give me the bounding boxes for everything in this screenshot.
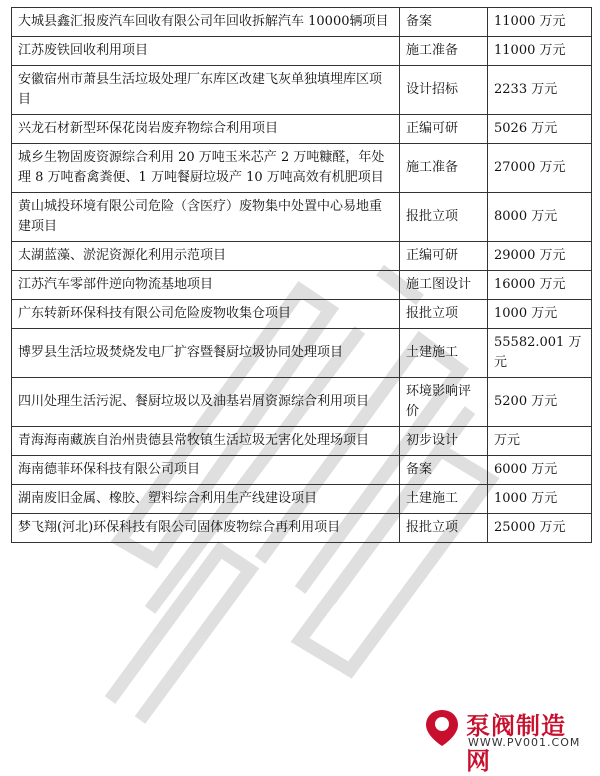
project-name-cell: 江苏汽车零部件逆向物流基地项目	[12, 271, 400, 300]
investment-amount-cell: 5026 万元	[488, 115, 592, 144]
project-stage-cell: 土建施工	[400, 329, 488, 378]
project-stage-cell: 正编可研	[400, 115, 488, 144]
investment-amount-cell: 29000 万元	[488, 242, 592, 271]
investment-amount-cell: 万元	[488, 427, 592, 456]
projects-table	[11, 7, 592, 543]
investment-amount-cell: 1000 万元	[488, 300, 592, 329]
project-stage-cell: 初步设计	[400, 427, 488, 456]
project-stage-cell: 土建施工	[400, 485, 488, 514]
project-name-cell: 安徽宿州市萧县生活垃圾处理厂东库区改建飞灰单独填埋库区项目	[12, 66, 400, 115]
investment-amount-cell: 2233 万元	[488, 66, 592, 115]
project-name-cell: 博罗县生活垃圾焚烧发电厂扩容暨餐厨垃圾协同处理项目	[12, 329, 400, 378]
project-stage-cell: 施工准备	[400, 37, 488, 66]
investment-amount-cell: 16000 万元	[488, 271, 592, 300]
project-stage-cell: 报批立项	[400, 300, 488, 329]
investment-amount-cell: 27000 万元	[488, 144, 592, 193]
project-name-cell: 江苏废铁回收利用项目	[12, 37, 400, 66]
project-name-cell: 兴龙石材新型环保花岗岩废弃物综合利用项目	[12, 115, 400, 144]
table-row	[12, 37, 592, 66]
project-name-cell: 湖南废旧金属、橡胶、塑料综合利用生产线建设项目	[12, 485, 400, 514]
project-stage-cell: 施工准备	[400, 144, 488, 193]
project-stage-cell: 报批立项	[400, 193, 488, 242]
table-row	[12, 427, 592, 456]
investment-amount-cell: 25000 万元	[488, 514, 592, 543]
table-row	[12, 300, 592, 329]
table-row	[12, 242, 592, 271]
investment-amount-cell: 11000 万元	[488, 37, 592, 66]
project-stage-cell: 设计招标	[400, 66, 488, 115]
investment-amount-cell: 5200 万元	[488, 378, 592, 427]
project-name-cell: 青海海南藏族自治州贵德县常牧镇生活垃圾无害化处理场项目	[12, 427, 400, 456]
table-row	[12, 193, 592, 242]
project-name-cell: 广东转新环保科技有限公司危险废物收集仓项目	[12, 300, 400, 329]
investment-amount-cell: 6000 万元	[488, 456, 592, 485]
project-name-cell: 黄山城投环境有限公司危险（含医疗）废物集中处置中心易地重建项目	[12, 193, 400, 242]
table-row	[12, 66, 592, 115]
location-pin-icon	[422, 708, 462, 748]
table-row	[12, 456, 592, 485]
project-stage-cell: 施工图设计	[400, 271, 488, 300]
investment-amount-cell: 1000 万元	[488, 485, 592, 514]
project-stage-cell: 备案	[400, 456, 488, 485]
logo-name: 泵阀制造网	[466, 712, 566, 775]
project-name-cell: 城乡生物固废资源综合利用 20 万吨玉米芯产 2 万吨糠醛，年处理 8 万吨畜禽粪便、1 万吨餐厨垃圾产 10 万吨高效有机肥项目	[12, 144, 400, 193]
investment-amount-cell: 11000 万元	[488, 8, 592, 37]
table-row	[12, 485, 592, 514]
project-name-cell: 太湖蓝藻、淤泥资源化利用示范项目	[12, 242, 400, 271]
project-name-cell: 梦飞翔(河北)环保科技有限公司固体废物综合再利用项目	[12, 514, 400, 543]
site-logo[interactable]	[420, 706, 590, 775]
table-row	[12, 514, 592, 543]
investment-amount-cell: 55582.001 万元	[488, 329, 592, 378]
table-row	[12, 378, 592, 427]
project-stage-cell: 报批立项	[400, 514, 488, 543]
table-row	[12, 144, 592, 193]
logo-url: WWW.PV001.COM	[468, 736, 581, 749]
project-name-cell: 大城县鑫汇报废汽车回收有限公司年回收拆解汽车 10000辆项目	[12, 8, 400, 37]
project-stage-cell: 正编可研	[400, 242, 488, 271]
table-row	[12, 271, 592, 300]
table-row	[12, 329, 592, 378]
project-name-cell: 海南德菲环保科技有限公司项目	[12, 456, 400, 485]
table-row	[12, 8, 592, 37]
investment-amount-cell: 8000 万元	[488, 193, 592, 242]
project-stage-cell: 备案	[400, 8, 488, 37]
table-row	[12, 115, 592, 144]
project-stage-cell: 环境影响评价	[400, 378, 488, 427]
project-name-cell: 四川处理生活污泥、餐厨垃圾以及油基岩屑资源综合利用项目	[12, 378, 400, 427]
